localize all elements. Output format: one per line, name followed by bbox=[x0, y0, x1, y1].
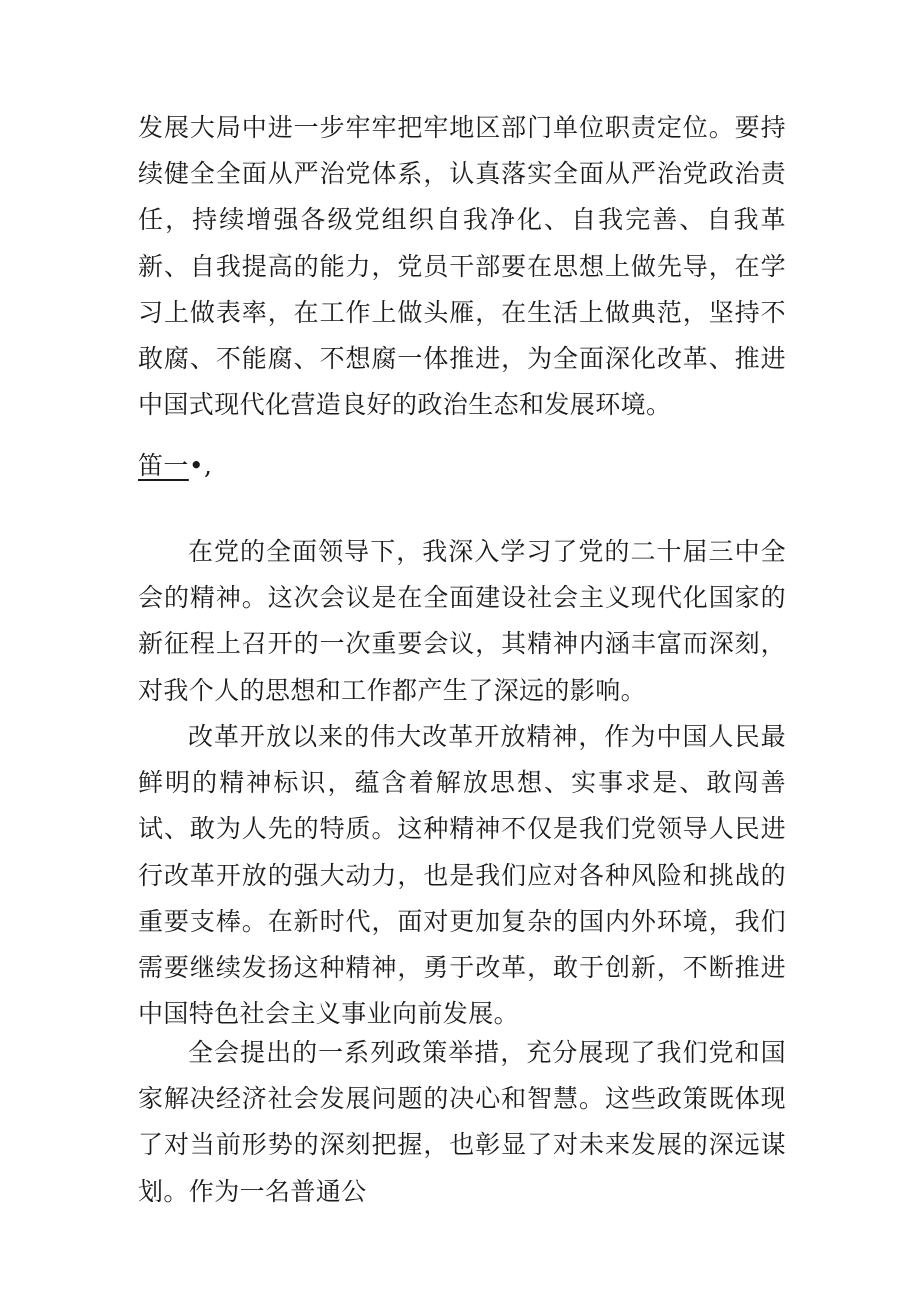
paragraph-policy-measures: 全会提出的一系列政策举措，充分展现了我们党和国家解决经济社会发展问题的决心和智慧。这些政策既体现了对当前形势的深刻把握，也彰显了对未来发展的深远谋划。作为一名普通公 bbox=[138, 1038, 786, 1206]
section-heading-suffix: •, bbox=[188, 451, 213, 480]
section-heading bbox=[138, 451, 212, 481]
paragraph-reform-spirit: 改革开放以来的伟大改革开放精神，作为中国人民最鲜明的精神标识，蕴含着解放思想、实事求是、敢闯善试、敢为人先的特质。这种精神不仅是我们党领导人民进行改革开放的强大动力，也是我们应对各种风险和挑战的重要支棒。在新时代，面对更加复杂的国内外环境，我们需要继续发扬这种精神，勇于改革，敢于创新，不断推进中国特色社会主义事业向前发展。 bbox=[138, 722, 786, 1029]
section-heading-text: 笛一 bbox=[138, 451, 189, 480]
paragraph-continuation: 发展大局中进一步牢牢把牢地区部门单位职责定位。要持续健全全面从严治党体系，认真落实全面从严治党政治责任，持续增强各级党组织自我净化、自我完善、自我革新、自我提高的能力，党员干部要在思想上做先导，在学习上做表率，在工作上做头雁，在生活上做典范，坚持不敢腐、不能腐、不想腐一体推进，为全面深化改革、推进中国式现代化营造良好的政治生态和发展环境。 bbox=[138, 113, 786, 420]
paragraph-intro: 在党的全面领导下，我深入学习了党的二十届三中全会的精神。这次会议是在全面建设社会主义现代化国家的新征程上召开的一次重要会议，其精神内涵丰富而深刻，对我个人的思想和工作都产生了深远的影响。 bbox=[138, 537, 786, 705]
